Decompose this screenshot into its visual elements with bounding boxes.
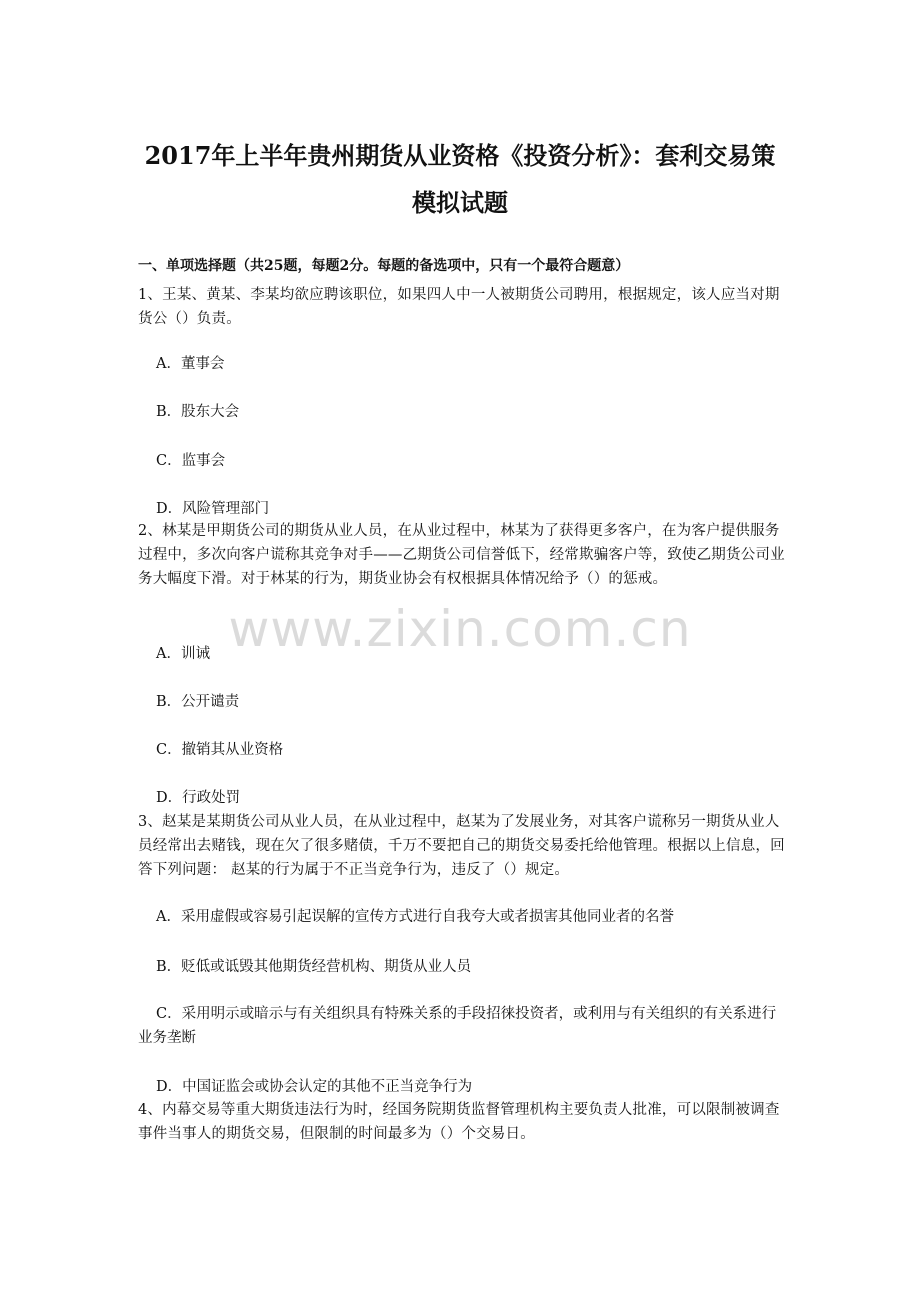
question-1-option-b: B．股东大会 — [156, 404, 240, 420]
question-1-option-a: A．董事会 — [156, 356, 225, 372]
question-2-option-a: A．训诫 — [156, 646, 210, 662]
section-heading: 一、单项选择题（共25题，每题2分。每题的备选项中，只有一个最符合题意） — [138, 258, 630, 274]
question-3-option-a: A．采用虚假或容易引起误解的宣传方式进行自我夸大或者损害其他同业者的名誉 — [156, 909, 674, 925]
question-2-option-c: C．撤销其从业资格 — [156, 742, 284, 758]
question-4-text: 4、内幕交易等重大期货违法行为时，经国务院期货监督管理机构主要负责人批准，可以限制被调查事件当事人的期货交易，但限制的时间最多为（）个交易日。 — [138, 1102, 780, 1142]
document-title-line-1: 2017年上半年贵州期货从业资格《投资分析》：套利交易策 — [144, 141, 776, 170]
question-1-option-c: C．监事会 — [156, 453, 226, 469]
question-1-option-d: D．风险管理部门 — [156, 501, 270, 517]
watermark: www.zixin.com.cn — [228, 600, 692, 658]
question-3-text: 3、赵某是某期货公司从业人员，在从业过程中，赵某为了发展业务，对其客户谎称另一期货从业人员经常出去赌钱，现在欠了很多赌债，千万不要把自己的期货交易委托给他管理。根据以上信息，回答下列问题： 赵某的行为属于不正当竞争行为，违反了（）规定。 — [138, 814, 785, 878]
question-2-option-d: D．行政处罚 — [156, 790, 241, 806]
question-3-option-b: B．贬低或诋毁其他期货经营机构、期货从业人员 — [156, 959, 472, 975]
question-3-option-c: C．采用明示或暗示与有关组织具有特殊关系的手段招徕投资者，或利用与有关组织的有关系进行业务垄断 — [138, 1006, 777, 1046]
question-2-option-b: B．公开谴责 — [156, 694, 240, 710]
document-title-line-2: 模拟试题 — [412, 188, 508, 217]
question-1-text: 1、王某、黄某、李某均欲应聘该职位，如果四人中一人被期货公司聘用，根据规定，该人应当对期货公（）负责。 — [138, 287, 780, 327]
question-2-text: 2、林某是甲期货公司的期货从业人员，在从业过程中，林某为了获得更多客户，在为客户提供服务过程中，多次向客户谎称其竞争对手——乙期货公司信誉低下，经常欺骗客户等，致使乙期货公司业务大幅度下滑。对于林某的行为，期货业协会有权根据具体情况给予（）的惩戒。 — [138, 523, 785, 587]
question-3-option-d: D．中国证监会或协会认定的其他不正当竞争行为 — [156, 1079, 473, 1095]
